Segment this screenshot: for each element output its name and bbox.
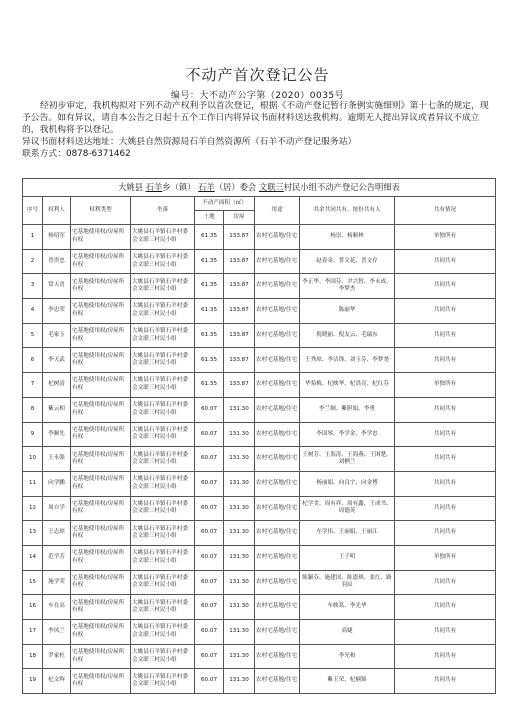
cell-house-area: 133.87 xyxy=(224,274,255,299)
cell-holder: 紫云相 xyxy=(43,397,71,422)
cell-holder: 施学荣 xyxy=(43,570,71,595)
cell-usage: 农村宅基地/住宅 xyxy=(255,471,300,496)
cell-other-owners: 车学伟、王丽娟、王丽江 xyxy=(300,521,395,546)
cell-house-area: 133.87 xyxy=(224,249,255,274)
cell-share: 单独所有 xyxy=(395,225,496,250)
objection-address: 异议书面材料送达地址：大姚县自然资源局石羊自然资源所（石羊不动产登记服务站） xyxy=(22,137,357,147)
contact-info: 联系方式：0878-6371462 xyxy=(22,149,131,159)
cell-seq: 2 xyxy=(23,249,43,274)
cell-right-type: 宅基地使用权/房屋所有权 xyxy=(71,373,131,398)
cell-right-type: 宅基地使用权/房屋所有权 xyxy=(71,471,131,496)
cell-other-owners: 王子明 xyxy=(300,545,395,570)
table-row xyxy=(23,644,496,669)
table-row xyxy=(23,595,496,620)
header-usage: 用途 xyxy=(255,197,300,225)
cell-land-area: 60.07 xyxy=(195,422,224,447)
cell-share: 共同共有 xyxy=(395,447,496,472)
cell-share: 共同共有 xyxy=(395,274,496,299)
cell-seq: 12 xyxy=(23,496,43,521)
cell-holder: 周自学 xyxy=(43,496,71,521)
cell-seq: 6 xyxy=(23,348,43,373)
cell-house-area: 131.30 xyxy=(224,422,255,447)
cell-house-area: 131.30 xyxy=(224,545,255,570)
cell-usage: 农村宅基地/住宅 xyxy=(255,496,300,521)
cell-land-area: 61.35 xyxy=(195,373,224,398)
cell-holder: 杨绍军 xyxy=(43,225,71,250)
cell-share: 共同共有 xyxy=(395,669,496,694)
header-right-type: 权利类型 xyxy=(71,197,131,225)
cell-location: 大姚县石羊镇石羊村委会文联三村民小组 xyxy=(131,323,195,348)
cell-seq: 3 xyxy=(23,274,43,299)
header-holder: 权利人 xyxy=(43,197,71,225)
cell-other-owners: 紫玉荣、杞楠锦 xyxy=(300,669,395,694)
notice-body xyxy=(22,100,492,160)
cell-location: 大姚县石羊镇石羊村委会文联三村民小组 xyxy=(131,225,195,250)
cell-other-owners: 杞学美、周有祥、周有鑫、王成书、周德英 xyxy=(300,496,395,521)
cell-land-area: 60.07 xyxy=(195,545,224,570)
table-header-row xyxy=(23,197,496,211)
cell-holder: 王志琼 xyxy=(43,521,71,546)
table-row xyxy=(23,471,496,496)
cell-house-area: 133.87 xyxy=(224,299,255,324)
cell-land-area: 60.07 xyxy=(195,644,224,669)
header-seq: 序号 xyxy=(23,197,43,225)
table-caption-row xyxy=(23,179,496,197)
cell-land-area: 61.35 xyxy=(195,299,224,324)
register-table xyxy=(22,178,496,694)
cell-usage: 农村宅基地/住宅 xyxy=(255,225,300,250)
cell-location: 大姚县石羊镇石羊村委会文联三村民小组 xyxy=(131,249,195,274)
cell-location: 大姚县石羊镇石羊村委会文联三村民小组 xyxy=(131,570,195,595)
cell-usage: 农村宅基地/住宅 xyxy=(255,249,300,274)
cell-location: 大姚县石羊镇石羊村委会文联三村民小组 xyxy=(131,373,195,398)
cell-holder: 向学鹏 xyxy=(43,471,71,496)
cell-holder: 常天喜 xyxy=(43,274,71,299)
cell-holder: 普贵忠 xyxy=(43,249,71,274)
cell-land-area: 60.07 xyxy=(195,521,224,546)
cell-right-type: 宅基地使用权/房屋所有权 xyxy=(71,644,131,669)
cell-share: 共同共有 xyxy=(395,620,496,645)
header-house: 房屋 xyxy=(224,211,255,225)
cell-seq: 19 xyxy=(23,669,43,694)
cell-usage: 农村宅基地/住宅 xyxy=(255,397,300,422)
cell-holder: 杞文辉 xyxy=(43,669,71,694)
cell-right-type: 宅基地使用权/房屋所有权 xyxy=(71,397,131,422)
cell-right-type: 宅基地使用权/房屋所有权 xyxy=(71,620,131,645)
cell-land-area: 61.35 xyxy=(195,348,224,373)
cell-land-area: 60.07 xyxy=(195,595,224,620)
cell-right-type: 宅基地使用权/房屋所有权 xyxy=(71,545,131,570)
caption-group: 文联三 xyxy=(258,181,284,192)
cell-holder: 范学芳 xyxy=(43,545,71,570)
cell-other-owners: 倪晓丽、倪友云、毛瑞东 xyxy=(300,323,395,348)
table-row xyxy=(23,669,496,694)
cell-share: 单独所有 xyxy=(395,373,496,398)
header-share: 共有情况 xyxy=(395,197,496,225)
cell-other-owners: 赵春金、普文花、普文存 xyxy=(300,249,395,274)
cell-land-area: 60.07 xyxy=(195,669,224,694)
cell-right-type: 宅基地使用权/房屋所有权 xyxy=(71,348,131,373)
cell-holder: 李顺先 xyxy=(43,422,71,447)
cell-seq: 13 xyxy=(23,521,43,546)
cell-other-owners: 李正华、李国芬、尹兴智、李永成、李梦杰 xyxy=(300,274,395,299)
cell-other-owners: 陈丽华 xyxy=(300,299,395,324)
cell-holder: 王永强 xyxy=(43,447,71,472)
cell-other-owners: 杨崇、杨顺林 xyxy=(300,225,395,250)
cell-seq: 11 xyxy=(23,471,43,496)
cell-right-type: 宅基地使用权/房屋所有权 xyxy=(71,669,131,694)
caption-village-suffix: （居）委会 xyxy=(214,181,257,192)
cell-usage: 农村宅基地/住宅 xyxy=(255,570,300,595)
caption-town: 石羊 xyxy=(145,181,163,192)
cell-seq: 15 xyxy=(23,570,43,595)
cell-location: 大姚县石羊镇石羊村委会文联三村民小组 xyxy=(131,422,195,447)
cell-share: 共同共有 xyxy=(395,422,496,447)
cell-house-area: 131.30 xyxy=(224,570,255,595)
cell-seq: 4 xyxy=(23,299,43,324)
cell-location: 大姚县石羊镇石羊村委会文联三村民小组 xyxy=(131,447,195,472)
cell-usage: 农村宅基地/住宅 xyxy=(255,274,300,299)
cell-house-area: 131.30 xyxy=(224,447,255,472)
cell-right-type: 宅基地使用权/房屋所有权 xyxy=(71,225,131,250)
cell-usage: 农村宅基地/住宅 xyxy=(255,644,300,669)
caption-town-suffix: 乡（镇） xyxy=(162,181,196,192)
cell-house-area: 131.30 xyxy=(224,669,255,694)
cell-land-area: 60.07 xyxy=(195,471,224,496)
cell-usage: 农村宅基地/住宅 xyxy=(255,521,300,546)
table-row xyxy=(23,323,496,348)
table-row xyxy=(23,299,496,324)
cell-share: 共同共有 xyxy=(395,299,496,324)
cell-holder: 杞树清 xyxy=(43,373,71,398)
cell-house-area: 131.30 xyxy=(224,521,255,546)
cell-right-type: 宅基地使用权/房屋所有权 xyxy=(71,521,131,546)
cell-house-area: 131.30 xyxy=(224,471,255,496)
document-number: 编号：大不动产公字第（2020）0035号 xyxy=(170,91,345,101)
caption-village: 石羊 xyxy=(198,181,215,192)
cell-seq: 7 xyxy=(23,373,43,398)
cell-seq: 5 xyxy=(23,323,43,348)
cell-location: 大姚县石羊镇石羊村委会文联三村民小组 xyxy=(131,397,195,422)
cell-location: 大姚县石羊镇石羊村委会文联三村民小组 xyxy=(131,620,195,645)
cell-holder: 李凤兰 xyxy=(43,620,71,645)
header-land: 土地 xyxy=(195,211,224,225)
cell-other-owners: 王树芳、王海涛、王海燕、王困楚、刘栖兰 xyxy=(300,447,395,472)
cell-house-area: 131.30 xyxy=(224,644,255,669)
table-row xyxy=(23,249,496,274)
table-row xyxy=(23,373,496,398)
cell-other-owners: 高婕 xyxy=(300,620,395,645)
cell-location: 大姚县石羊镇石羊村委会文联三村民小组 xyxy=(131,644,195,669)
cell-share: 共同共有 xyxy=(395,496,496,521)
cell-share: 共同共有 xyxy=(395,323,496,348)
table-row xyxy=(23,348,496,373)
cell-right-type: 宅基地使用权/房屋所有权 xyxy=(71,496,131,521)
cell-house-area: 133.87 xyxy=(224,323,255,348)
cell-share: 共同共有 xyxy=(395,249,496,274)
cell-seq: 14 xyxy=(23,545,43,570)
cell-usage: 农村宅基地/住宅 xyxy=(255,373,300,398)
cell-holder: 车在高 xyxy=(43,595,71,620)
cell-usage: 农村宅基地/住宅 xyxy=(255,323,300,348)
cell-location: 大姚县石羊镇石羊村委会文联三村民小组 xyxy=(131,669,195,694)
cell-share: 共同共有 xyxy=(395,570,496,595)
cell-house-area: 131.30 xyxy=(224,620,255,645)
cell-holder: 李天武 xyxy=(43,348,71,373)
cell-house-area: 133.87 xyxy=(224,225,255,250)
cell-land-area: 60.07 xyxy=(195,620,224,645)
table-body xyxy=(23,225,496,694)
cell-holder: 罗家杜 xyxy=(43,644,71,669)
cell-land-area: 60.07 xyxy=(195,496,224,521)
cell-other-owners: 华菊梅、杞映华、杞洪亮、杞红芬 xyxy=(300,373,395,398)
table-row xyxy=(23,225,496,250)
cell-land-area: 61.35 xyxy=(195,323,224,348)
table-row xyxy=(23,274,496,299)
cell-usage: 农村宅基地/住宅 xyxy=(255,348,300,373)
cell-seq: 1 xyxy=(23,225,43,250)
cell-location: 大姚县石羊镇石羊村委会文联三村民小组 xyxy=(131,595,195,620)
cell-other-owners: 车映葛、李光华 xyxy=(300,595,395,620)
table-row xyxy=(23,447,496,472)
cell-right-type: 宅基地使用权/房屋所有权 xyxy=(71,447,131,472)
cell-other-owners: 李兰顺、紫胆娟、李勇 xyxy=(300,397,395,422)
cell-usage: 农村宅基地/住宅 xyxy=(255,299,300,324)
caption-county: 大姚县 xyxy=(118,181,144,192)
table-row xyxy=(23,496,496,521)
cell-usage: 农村宅基地/住宅 xyxy=(255,620,300,645)
cell-right-type: 宅基地使用权/房屋所有权 xyxy=(71,595,131,620)
table-row xyxy=(23,570,496,595)
cell-right-type: 宅基地使用权/房屋所有权 xyxy=(71,323,131,348)
cell-share: 共同共有 xyxy=(395,348,496,373)
caption-tail: 村民小组不动产登记公告明细表 xyxy=(283,181,400,192)
cell-share: 共同共有 xyxy=(395,644,496,669)
cell-usage: 农村宅基地/住宅 xyxy=(255,422,300,447)
cell-usage: 农村宅基地/住宅 xyxy=(255,545,300,570)
cell-house-area: 133.87 xyxy=(224,348,255,373)
table-row xyxy=(23,422,496,447)
cell-holder: 李忠荣 xyxy=(43,299,71,324)
cell-usage: 农村宅基地/住宅 xyxy=(255,595,300,620)
cell-location: 大姚县石羊镇石羊村委会文联三村民小组 xyxy=(131,496,195,521)
cell-house-area: 131.30 xyxy=(224,496,255,521)
cell-usage: 农村宅基地/住宅 xyxy=(255,669,300,694)
table-row xyxy=(23,397,496,422)
cell-share: 共同共有 xyxy=(395,521,496,546)
cell-share: 共同共有 xyxy=(395,397,496,422)
notice-paragraph: 经初步审定，我机构拟对下列不动产权利予以首次登记，根据《不动产登记暂行条例实施细则》第十七条的规定，现予公告。如有异议，请自本公告之日起十五个工作日内将异议书面材料送达我机构。逾期无人提出异议或者异议不成立的，我机构将予以登记。 xyxy=(22,101,489,135)
header-other-owners: 其余共同共有、按份共有人 xyxy=(300,197,395,225)
cell-land-area: 60.07 xyxy=(195,570,224,595)
cell-other-owners: 李国琴、李学金、李学忠 xyxy=(300,422,395,447)
header-location: 坐落 xyxy=(131,197,195,225)
cell-house-area: 131.30 xyxy=(224,397,255,422)
cell-other-owners: 王秀琼、李洁锋、刘玉芬、李梦尧 xyxy=(300,348,395,373)
cell-land-area: 61.35 xyxy=(195,249,224,274)
cell-other-owners: 李光和 xyxy=(300,644,395,669)
cell-location: 大姚县石羊镇石羊村委会文联三村民小组 xyxy=(131,545,195,570)
cell-location: 大姚县石羊镇石羊村委会文联三村民小组 xyxy=(131,521,195,546)
cell-location: 大姚县石羊镇石羊村委会文联三村民小组 xyxy=(131,274,195,299)
cell-seq: 9 xyxy=(23,422,43,447)
cell-right-type: 宅基地使用权/房屋所有权 xyxy=(71,422,131,447)
page-title: 不动产首次登记公告 xyxy=(185,66,330,84)
header-area: 不动产面积（㎡） xyxy=(195,197,255,211)
cell-share: 共同共有 xyxy=(395,471,496,496)
cell-location: 大姚县石羊镇石羊村委会文联三村民小组 xyxy=(131,348,195,373)
table-row xyxy=(23,521,496,546)
cell-seq: 8 xyxy=(23,397,43,422)
cell-land-area: 60.07 xyxy=(195,397,224,422)
cell-other-owners: 杨丽娟、向良宇、向金博 xyxy=(300,471,395,496)
cell-right-type: 宅基地使用权/房屋所有权 xyxy=(71,274,131,299)
cell-seq: 18 xyxy=(23,644,43,669)
cell-seq: 16 xyxy=(23,595,43,620)
cell-seq: 17 xyxy=(23,620,43,645)
cell-right-type: 宅基地使用权/房屋所有权 xyxy=(71,570,131,595)
cell-house-area: 133.87 xyxy=(224,373,255,398)
cell-location: 大姚县石羊镇石羊村委会文联三村民小组 xyxy=(131,299,195,324)
cell-land-area: 61.35 xyxy=(195,225,224,250)
cell-holder: 毛家玉 xyxy=(43,323,71,348)
cell-land-area: 60.07 xyxy=(195,447,224,472)
table-row xyxy=(23,545,496,570)
register-table-wrapper xyxy=(22,178,495,694)
cell-right-type: 宅基地使用权/房屋所有权 xyxy=(71,299,131,324)
cell-usage: 农村宅基地/住宅 xyxy=(255,447,300,472)
cell-location: 大姚县石羊镇石羊村委会文联三村民小组 xyxy=(131,471,195,496)
cell-other-owners: 陈颖芬、施建国、陈恩琪、张红、路羽辰 xyxy=(300,570,395,595)
cell-share: 共同共有 xyxy=(395,595,496,620)
cell-right-type: 宅基地使用权/房屋所有权 xyxy=(71,249,131,274)
cell-share: 单独所有 xyxy=(395,545,496,570)
table-row xyxy=(23,620,496,645)
cell-seq: 10 xyxy=(23,447,43,472)
table-caption xyxy=(23,179,496,197)
cell-land-area: 61.35 xyxy=(195,274,224,299)
cell-house-area: 131.30 xyxy=(224,595,255,620)
